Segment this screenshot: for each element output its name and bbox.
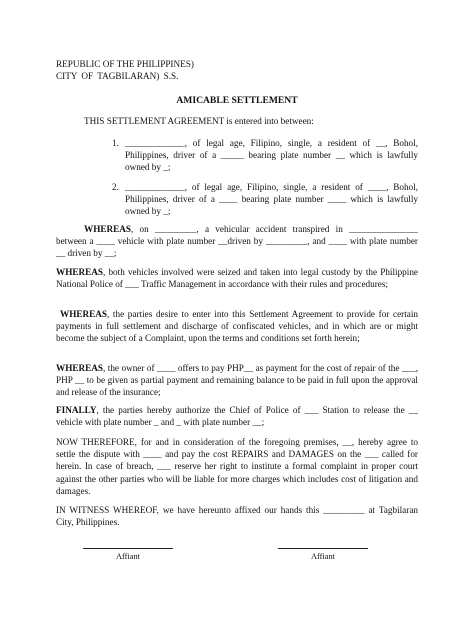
signature-label-right: Affiant [310, 552, 336, 561]
signature-line-left [83, 548, 173, 549]
clause-whereas-payment [56, 362, 418, 399]
document-title: AMICABLE SETTLEMENT [176, 95, 298, 106]
party-2-text: _____________, of legal age, Filipino, single, a resident of ____, Bohol, Philippines, driver of a ____ bearing plate number ____ which is lawfully owned by _; [125, 182, 418, 217]
clause-whereas-accident [56, 223, 418, 260]
clause-lead: WHEREAS [60, 309, 107, 319]
party-1-text: _____________, of legal age, Filipino, single, a resident of __, Bohol, Philippines, driver of a _____ bearing plate number __ which is lawfully owned by _; [125, 138, 418, 173]
party-1-number: 1. [112, 138, 119, 148]
clause-whereas-seized [56, 266, 418, 290]
clause-whereas-settlement [56, 308, 418, 345]
clause-finally [56, 404, 418, 428]
clause-text: NOW THEREFORE, for and in consideration of the foregoing premises, __, hereby agree to settle the dispute with ____ and pay the cost REPAIRS and DAMAGES on the ___ called for herein. In case of breach, ___ reserve her right to institute a formal complaint in proper court against the other parties who will be liable for more charges which includes cost of litigation and damages. [56, 437, 418, 496]
clause-text: , both vehicles involved were seized and taken into legal custody by the Philippine National Police of ___ Traffic Management in accordance with their rules and procedures; [56, 267, 418, 290]
clause-lead: FINALLY [56, 405, 97, 415]
clause-lead: WHEREAS [56, 267, 103, 277]
intro-rest: is entered into between: [224, 116, 314, 126]
clause-text: IN WITNESS WHEREOF, we have hereunto affixed our hands this _________ at Tagbilaran City, Philippines. [56, 505, 418, 528]
signature-label-left: Affiant [115, 552, 141, 561]
intro-line [84, 115, 314, 127]
clause-text: , on _________, a vehicular accident transpired in _______________ between a ____ vehicle with plate number __driven by _________, and ____ with plate number __ driven by __; [56, 224, 418, 259]
signature-line-right [278, 548, 368, 549]
clause-text: , the parties hereby authorize the Chief of Police of ___ Station to release the __ vehicle with plate number _ and _ with plate number __; [56, 405, 418, 428]
clause-in-witness [56, 504, 418, 528]
header-city: CITY OF TAGBILARAN) S.S. [56, 71, 179, 81]
clause-lead: WHEREAS [84, 224, 131, 234]
clause-lead: WHEREAS [56, 363, 103, 373]
clause-text: , the owner of ____ offers to pay PHP__ as payment for the cost of repair of the ___, PHP __ to be given as partial payment and remaining balance to be paid in full upon the approval and release of the insurance; [56, 363, 418, 398]
clause-text: , the parties desire to enter into this Settlement Agreement to provide for certain payments in full settlement and discharge of confiscated vehicles, and in which are or might become the subject of a Complaint, upon the terms and conditions set forth herein; [56, 309, 418, 344]
header-republic: REPUBLIC OF THE PHILIPPINES) [56, 59, 194, 69]
party-2-number: 2. [112, 182, 119, 192]
intro-lead: THIS SETTLEMENT AGREEMENT [84, 116, 225, 126]
clause-now-therefore [56, 436, 418, 497]
